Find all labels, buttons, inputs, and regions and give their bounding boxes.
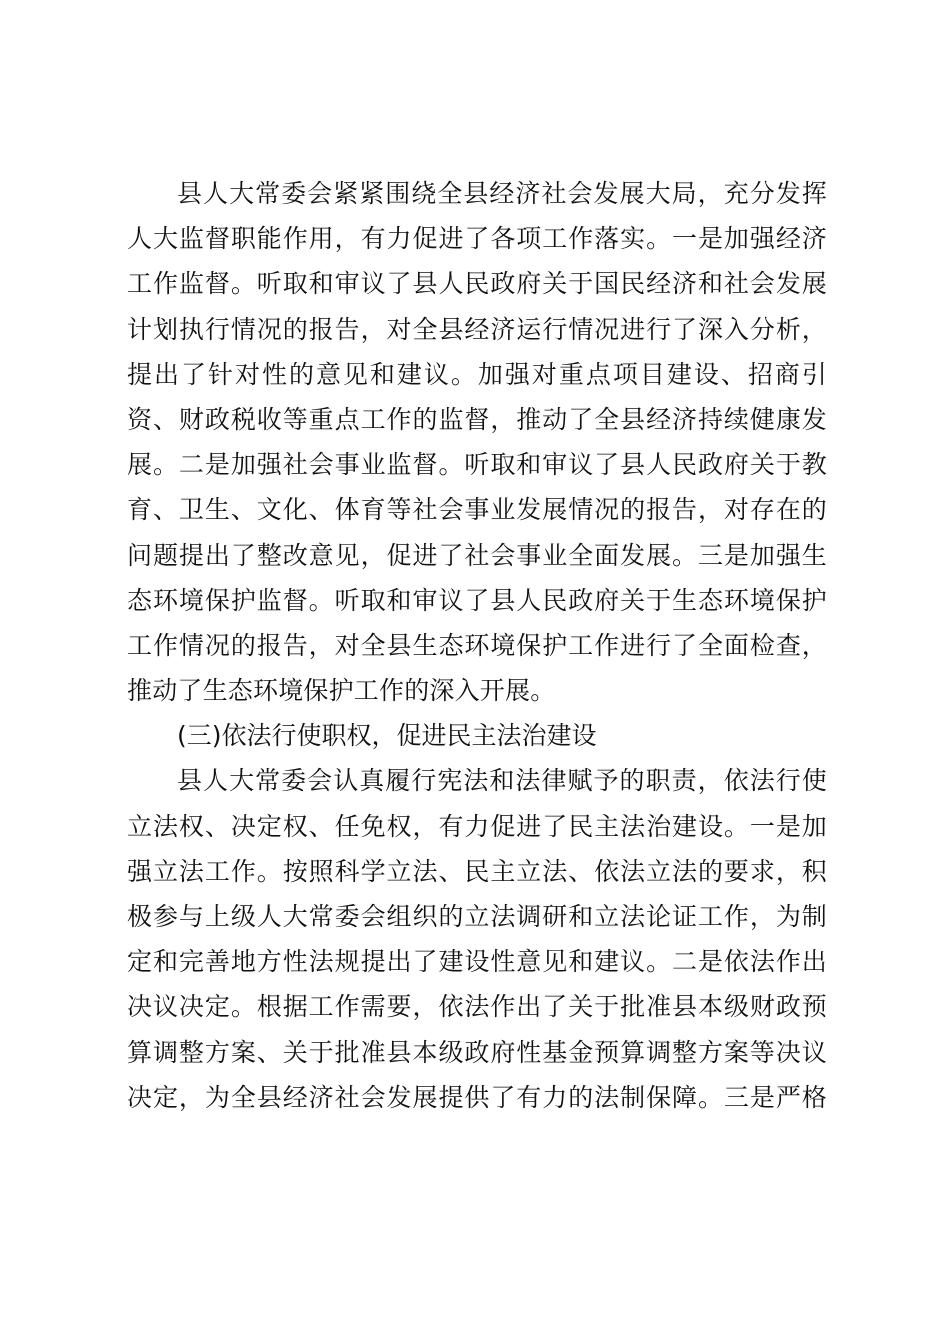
paragraph-line: 县人大常委会紧紧围绕全县经济社会发展大局，充分发挥 xyxy=(177,179,827,208)
paragraph-line: 极参与上级人大常委会组织的立法调研和立法论证工作，为制 xyxy=(127,902,827,931)
paragraph-line: 资、财政税收等重点工作的监督，推动了全县经济持续健康发 xyxy=(127,404,827,434)
paragraph-line: 计划执行情况的报告，对全县经济运行情况进行了深入分析， xyxy=(127,314,827,344)
paragraph-line: 决定，为全县经济社会发展提供了有力的法制保障。三是严格 xyxy=(127,1082,827,1112)
paragraph-line: 定和完善地方性法规提出了建设性意见和建议。二是依法作出 xyxy=(127,947,827,977)
paragraph-line: 展。二是加强社会事业监督。听取和审议了县人民政府关于教 xyxy=(127,450,827,480)
paragraph-line: 决议决定。根据工作需要，依法作出了关于批准县本级财政预 xyxy=(127,992,827,1022)
paragraph-line: 强立法工作。按照科学立法、民主立法、依法立法的要求，积 xyxy=(127,856,827,886)
paragraph-line: 县人大常委会认真履行宪法和法律赋予的职责，依法行使 xyxy=(177,766,827,796)
paragraph-line: 育、卫生、文化、体育等社会事业发展情况的报告，对存在的 xyxy=(127,495,827,525)
section-heading: (三)依法行使职权，促进民主法治建设 xyxy=(177,721,597,751)
paragraph-line: 人大监督职能作用，有力促进了各项工作落实。一是加强经济 xyxy=(127,224,827,254)
document-body xyxy=(127,171,827,1120)
paragraph-line: 态环境保护监督。听取和审议了县人民政府关于生态环境保护 xyxy=(127,585,827,615)
paragraph-line: 工作监督。听取和审议了县人民政府关于国民经济和社会发展 xyxy=(127,269,827,299)
paragraph-line: 工作情况的报告，对全县生态环境保护工作进行了全面检查， xyxy=(127,630,827,660)
paragraph-line: 立法权、决定权、任免权，有力促进了民主法治建设。一是加 xyxy=(127,811,827,841)
paragraph-line: 问题提出了整改意见，促进了社会事业全面发展。三是加强生 xyxy=(127,540,827,570)
paragraph-line: 算调整方案、关于批准县本级政府性基金预算调整方案等决议 xyxy=(127,1037,827,1067)
paragraph-line: 推动了生态环境保护工作的深入开展。 xyxy=(127,676,556,706)
paragraph-line: 提出了针对性的意见和建议。加强对重点项目建设、招商引 xyxy=(127,359,827,389)
